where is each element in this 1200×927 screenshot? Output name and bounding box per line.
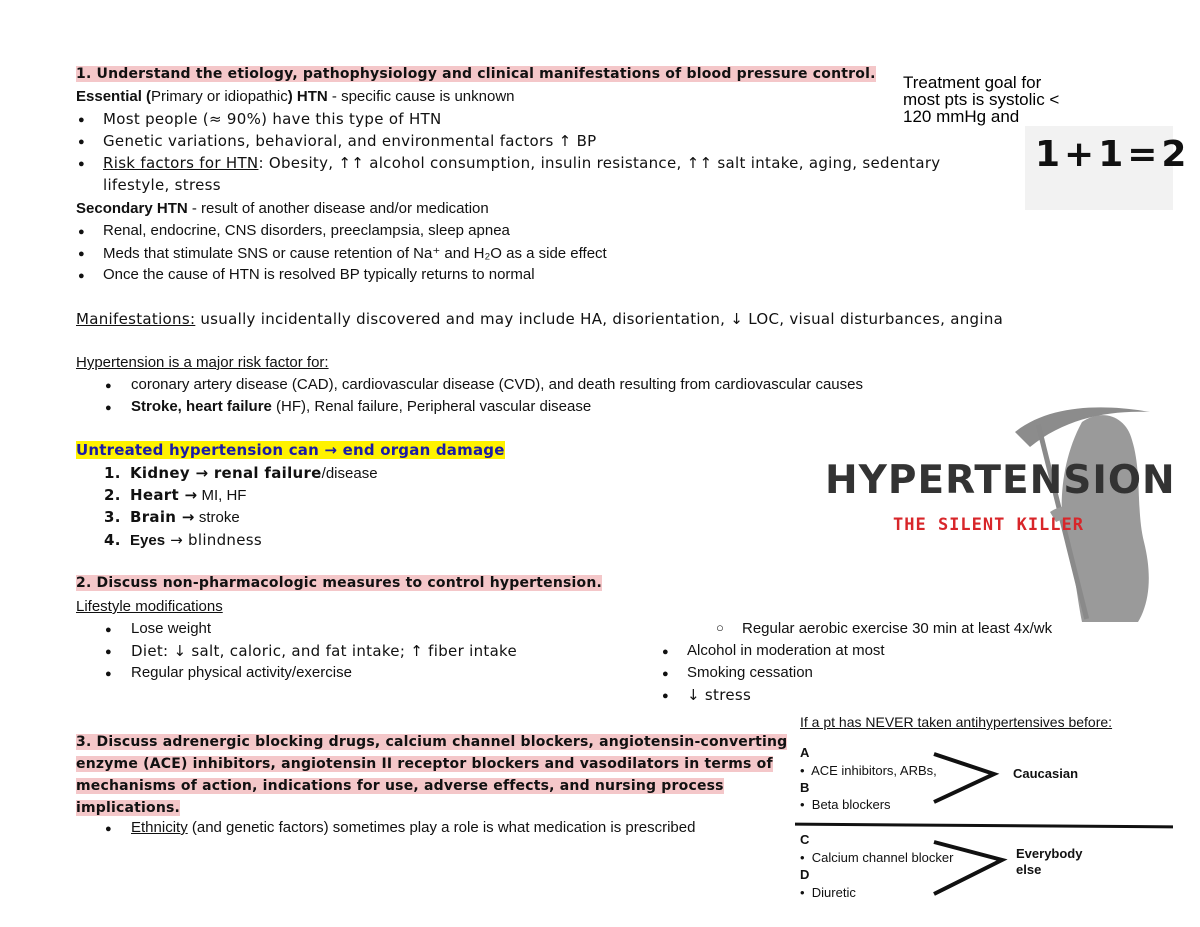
lifestyle-label: Lifestyle modifications bbox=[76, 598, 223, 615]
secondary-item-2: Meds that stimulate SNS or cause retention of Na⁺ and H₂O as a side effect bbox=[103, 245, 607, 262]
section3-heading-line2: enzyme (ACE) inhibitors, angiotensin II receptor blockers and vasodilators in terms of bbox=[76, 756, 773, 772]
risk-factor-rest: (HF), Renal failure, Peripheral vascular disease bbox=[271, 398, 592, 415]
diagram-group-caucasian: Caucasian bbox=[1013, 766, 1079, 781]
bullet-icon: ● bbox=[105, 624, 112, 636]
section3-heading-line3: mechanisms of action, indications for use, adverse effects, and nursing process bbox=[76, 778, 724, 794]
manifestations-label: Manifestations: bbox=[76, 310, 196, 328]
manifestations-text: usually incidentally discovered and may include HA, disorientation, ↓ LOC, visual disturbances, angina bbox=[195, 310, 1004, 328]
diagram-group-everybody: Everybody else bbox=[1016, 846, 1083, 877]
bullet-icon: ● bbox=[105, 402, 112, 414]
lifestyle-right-2: Smoking cessation bbox=[687, 664, 813, 681]
divider bbox=[795, 823, 1173, 829]
banner-title: HYPERTENSION bbox=[825, 458, 1176, 503]
lifestyle-left-3: Regular physical activity/exercise bbox=[131, 664, 352, 681]
bullet-icon: ● bbox=[662, 690, 669, 702]
banner-subtitle: THE SILENT KILLER bbox=[893, 515, 1084, 535]
treatment-goal-note bbox=[903, 74, 1059, 125]
lifestyle-sub-item: Regular aerobic exercise 30 min at least 4x/wk bbox=[742, 620, 1053, 637]
bullet-icon: ● bbox=[105, 823, 112, 835]
diagram-letter-b: B bbox=[800, 780, 810, 795]
essential-htn: ) HTN bbox=[287, 88, 328, 105]
diagram-item-d: • Diuretic bbox=[800, 885, 856, 900]
section3-heading-line4: implications. bbox=[76, 800, 181, 816]
bullet-icon: ● bbox=[662, 646, 669, 658]
lifestyle-left-1: Lose weight bbox=[131, 620, 212, 637]
bullet-icon: ● bbox=[78, 248, 85, 260]
handwriting-text: 1+1=2 bbox=[1035, 134, 1191, 175]
bullet-icon: ● bbox=[78, 114, 85, 126]
chevron-right-icon bbox=[930, 750, 1000, 806]
chevron-right-icon bbox=[930, 838, 1010, 898]
bullet-icon: ● bbox=[105, 380, 112, 392]
risk-factors-cont: lifestyle, stress bbox=[103, 176, 221, 194]
secondary-item-1: Renal, endocrine, CNS disorders, preeclampsia, sleep apnea bbox=[103, 222, 510, 239]
essential-item-1: Most people (≈ 90%) have this type of HTN bbox=[103, 110, 442, 128]
diagram-item-c: • Calcium channel blocker bbox=[800, 850, 954, 865]
organ-item-1: 1. Kidney → renal failure/disease bbox=[104, 464, 378, 482]
ethnicity-label: Ethnicity bbox=[131, 819, 188, 836]
organ-item-3: 3. Brain → stroke bbox=[104, 508, 240, 526]
handwriting-image bbox=[1025, 126, 1191, 210]
secondary-rest: - result of another disease and/or medication bbox=[187, 200, 489, 217]
diagram-item-b: • Beta blockers bbox=[800, 797, 891, 812]
treatment-goal-line3: 120 mmHg and bbox=[903, 107, 1020, 126]
essential-htn-line bbox=[76, 88, 515, 105]
organ-item-2: 2. Heart → MI, HF bbox=[104, 486, 247, 504]
section3-heading-line1: 3. Discuss adrenergic blocking drugs, calcium channel blockers, angiotensin-converting bbox=[76, 734, 788, 750]
risk-factors-text: : Obesity, ↑↑ alcohol consumption, insulin resistance, ↑↑ salt intake, aging, sedentary bbox=[258, 154, 941, 172]
ethnicity-rest: (and genetic factors) sometimes play a role is what medication is prescribed bbox=[187, 819, 696, 836]
lifestyle-right-3: ↓ stress bbox=[687, 686, 752, 704]
secondary-htn-line bbox=[76, 200, 489, 217]
bullet-icon: ● bbox=[105, 668, 112, 680]
risk-factors-line bbox=[103, 154, 941, 172]
bullet-icon: ● bbox=[78, 136, 85, 148]
section3-heading bbox=[76, 731, 787, 819]
essential-label: Essential ( bbox=[76, 88, 152, 105]
risk-factor-bold: Stroke, heart failure bbox=[131, 398, 272, 415]
lifestyle-left-2: Diet: ↓ salt, caloric, and fat intake; ↑ fiber intake bbox=[131, 642, 518, 660]
risk-factors-label: Risk factors for HTN bbox=[103, 154, 259, 172]
diagram-title: If a pt has NEVER taken antihypertensives before: bbox=[800, 714, 1113, 730]
essential-item-2: Genetic variations, behavioral, and environmental factors ↑ BP bbox=[103, 132, 597, 150]
essential-rest: - specific cause is unknown bbox=[327, 88, 515, 105]
organ-item-4: 4. Eyes → blindness bbox=[104, 531, 263, 549]
bullet-icon: ● bbox=[105, 646, 112, 658]
section2-heading: 2. Discuss non-pharmacologic measures to control hypertension. bbox=[76, 575, 603, 591]
diagram-item-a: • ACE inhibitors, ARBs, bbox=[800, 763, 937, 778]
untreated-heading: Untreated hypertension can → end organ damage bbox=[76, 441, 505, 459]
diagram-letter-d: D bbox=[800, 867, 810, 882]
bullet-icon: ● bbox=[662, 668, 669, 680]
diagram-letter-c: C bbox=[800, 832, 810, 847]
risk-factor-item-1: coronary artery disease (CAD), cardiovascular disease (CVD), and death resulting from cardiovascular causes bbox=[131, 376, 863, 393]
diagram-letter-a: A bbox=[800, 745, 810, 760]
treatment-goal-line1: Treatment goal for bbox=[903, 73, 1042, 92]
secondary-label: Secondary HTN bbox=[76, 200, 188, 217]
treatment-goal-line2: most pts is systolic < bbox=[903, 90, 1060, 109]
manifestations-line bbox=[76, 310, 1003, 328]
bullet-icon: ● bbox=[78, 158, 85, 170]
essential-paren: Primary or idiopathic bbox=[151, 88, 288, 105]
bullet-icon: ● bbox=[78, 226, 85, 238]
section1-heading: 1. Understand the etiology, pathophysiology and clinical manifestations of blood pressure control. bbox=[76, 66, 876, 82]
ethnicity-line bbox=[131, 819, 695, 836]
risk-factor-label: Hypertension is a major risk factor for: bbox=[76, 354, 329, 371]
circle-bullet-icon: ○ bbox=[716, 620, 724, 635]
bullet-icon: ● bbox=[78, 270, 85, 282]
risk-factor-item-2 bbox=[131, 398, 591, 415]
secondary-item-3: Once the cause of HTN is resolved BP typically returns to normal bbox=[103, 266, 535, 283]
lifestyle-right-1: Alcohol in moderation at most bbox=[687, 642, 885, 659]
